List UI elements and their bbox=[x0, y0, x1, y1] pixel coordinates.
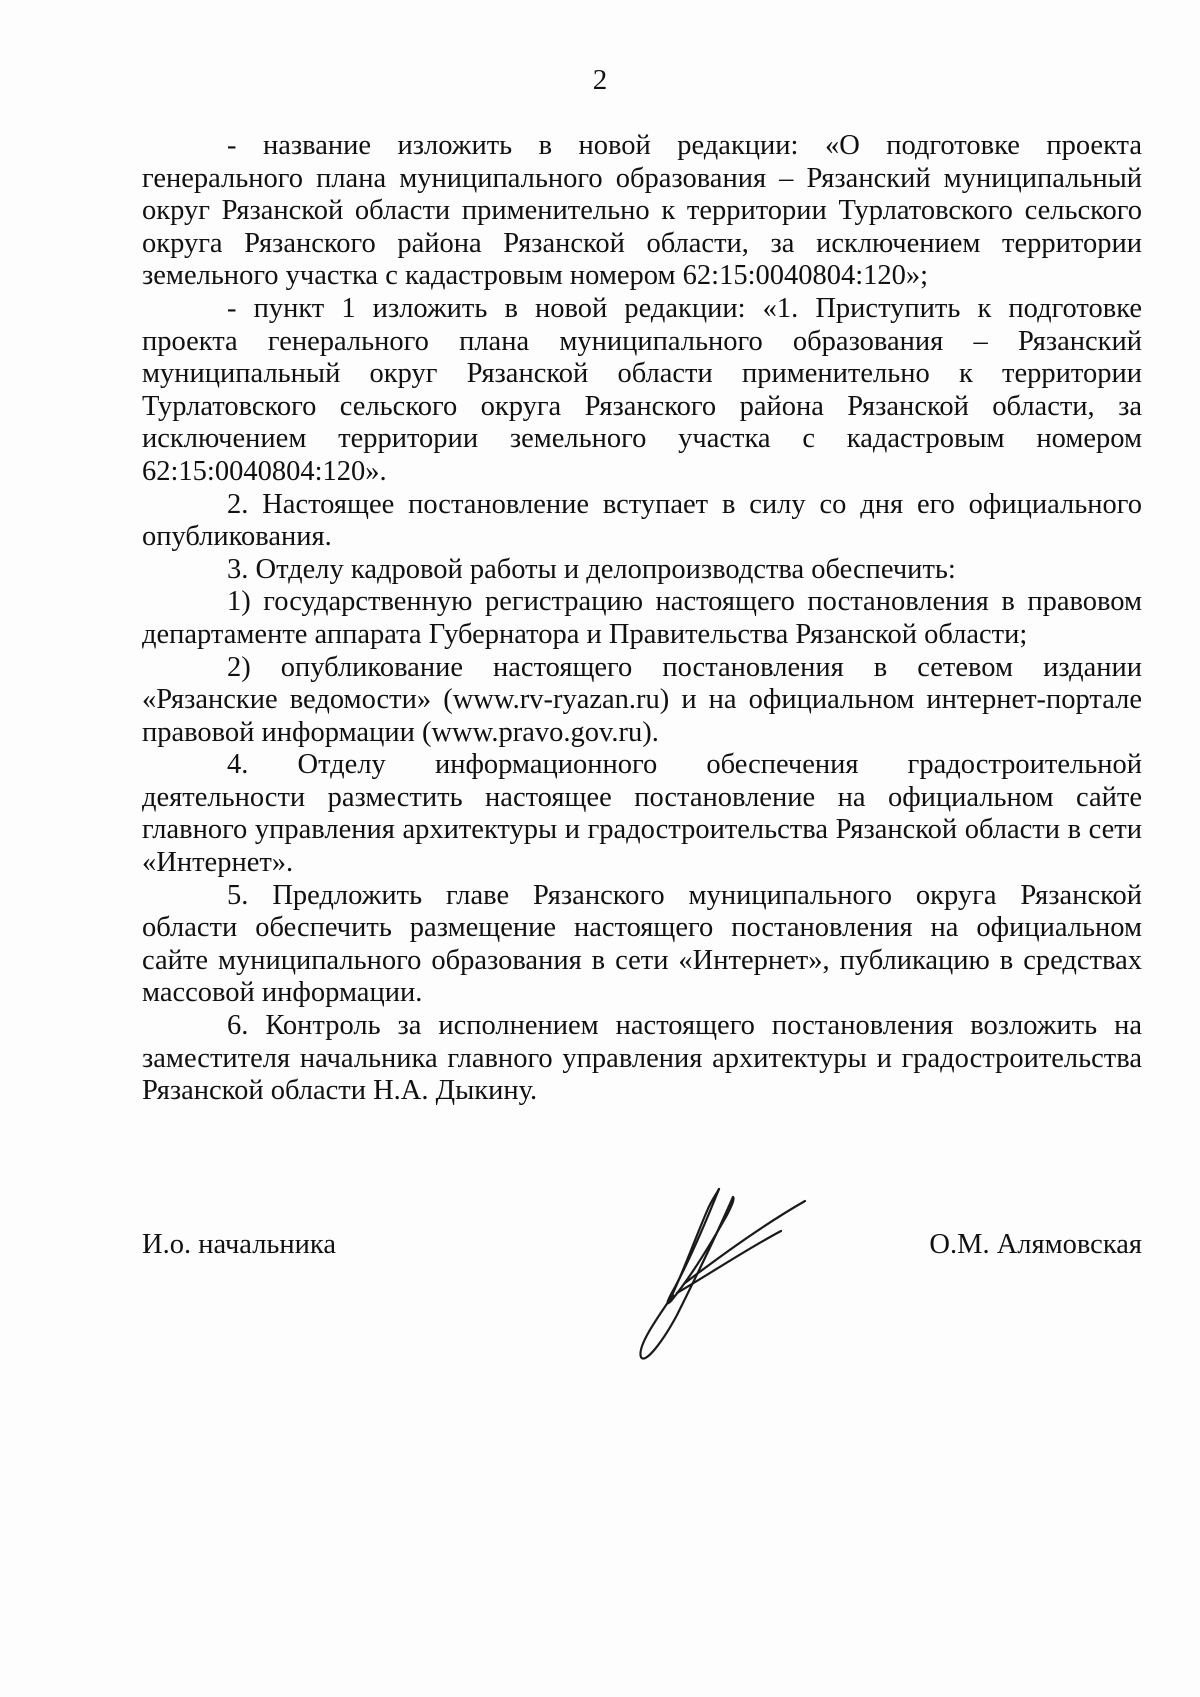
paragraph-item-3-2: 2) опубликование настоящего постановления в сетевом издании «Рязанские ведомости» (www.rv-ryazan.ru) и на официальном интернет-портале правовой информации (www.pravo.gov.ru). bbox=[142, 651, 1142, 748]
page-number: 2 bbox=[592, 64, 608, 96]
paragraph-item-6: 6. Контроль за исполнением настоящего постановления возложить на заместителя начальника главного управления архитектуры и градостроительства Рязанской области Н.А. Дыкину. bbox=[142, 1010, 1142, 1107]
signatory-position: И.о. начальника bbox=[142, 1229, 336, 1260]
paragraph-item-4: 4. Отделу информационного обеспечения градостроительной деятельности разместить настоящее постановление на официальном сайте главного управления архитектуры и градостроительства Рязанской области в сети «Интернет». bbox=[142, 749, 1142, 879]
paragraph-item-3: 3. Отделу кадровой работы и делопроизводства обеспечить: bbox=[227, 553, 956, 585]
paragraph-item-5: 5. Предложить главе Рязанского муниципального округа Рязанской области обеспечить размещение настоящего постановления на официальном сайте муниципального образования в сети «Интернет», публикацию в средствах массовой информации. bbox=[142, 879, 1142, 1009]
signatory-name: О.М. Алямовская bbox=[929, 1229, 1142, 1260]
paragraph-point-1-amendment: - пункт 1 изложить в новой редакции: «1. Приступить к подготовке проекта генерального плана муниципального образования – Рязанский муниципальный округ Рязанской области применительно к территории Турлатовского сельского округа Рязанского района Рязанской области, за исключением территории земельного участка с кадастровым номером 62:15:0040804:120». bbox=[142, 292, 1142, 487]
paragraph-item-3-1: 1) государственную регистрацию настоящего постановления в правовом департаменте аппарата Губернатора и Правительства Рязанской области; bbox=[142, 586, 1142, 650]
paragraph-title-amendment: - название изложить в новой редакции: «О подготовке проекта генерального плана муниципального образования – Рязанский муниципальный округ Рязанской области применительно к территории Турлатовского сельского округа Рязанского района Рязанской области, за исключением территории земельного участка с кадастровым номером 62:15:0040804:120»; bbox=[142, 130, 1142, 292]
document-body bbox=[142, 130, 1142, 1108]
paragraph-item-2: 2. Настоящее постановление вступает в силу со дня его официального опубликования. bbox=[142, 488, 1142, 553]
handwritten-signature bbox=[615, 1175, 825, 1360]
